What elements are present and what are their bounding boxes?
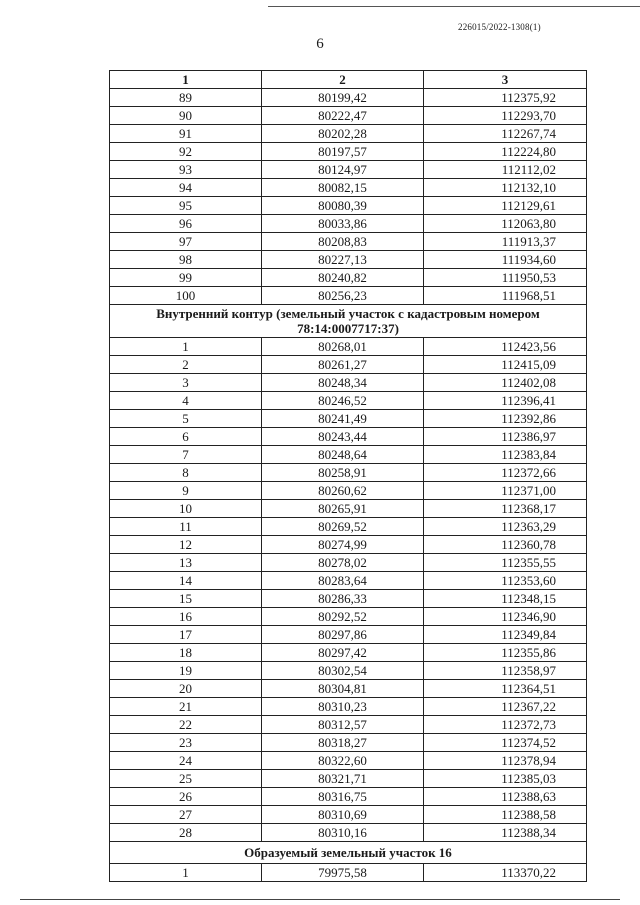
table-row [110,752,587,770]
x-coordinate-cell: 80261,27 [262,356,424,374]
inner-contour-rows [110,338,587,842]
y-coordinate-cell: 112363,29 [424,518,587,536]
table-row [110,356,587,374]
y-coordinate-cell: 112415,09 [424,356,587,374]
x-coordinate-cell: 80268,01 [262,338,424,356]
x-coordinate-cell: 80246,52 [262,392,424,410]
x-coordinate-cell: 80260,62 [262,482,424,500]
point-number-cell: 97 [110,233,262,251]
table-row [110,446,587,464]
point-number-cell: 28 [110,824,262,842]
table-row [110,698,587,716]
point-number-cell: 6 [110,428,262,446]
inner-contour-section [110,305,587,338]
point-number-cell: 99 [110,269,262,287]
y-coordinate-cell: 112129,61 [424,197,587,215]
table-row [110,770,587,788]
point-number-cell: 1 [110,338,262,356]
y-coordinate-cell: 112371,00 [424,482,587,500]
x-coordinate-cell: 80297,42 [262,644,424,662]
x-coordinate-cell: 80080,39 [262,197,424,215]
section-title-new-plot: Образуемый земельный участок 16 [110,842,587,864]
y-coordinate-cell: 112063,80 [424,215,587,233]
y-coordinate-cell: 112348,15 [424,590,587,608]
y-coordinate-cell: 112358,97 [424,662,587,680]
y-coordinate-cell: 112267,74 [424,125,587,143]
point-number-cell: 90 [110,107,262,125]
page-number: 6 [316,36,324,52]
y-coordinate-cell: 112372,73 [424,716,587,734]
table-row [110,410,587,428]
y-coordinate-cell: 112367,22 [424,698,587,716]
point-number-cell: 12 [110,536,262,554]
x-coordinate-cell: 80269,52 [262,518,424,536]
table-row [110,233,587,251]
column-header-3: 3 [424,71,587,89]
table-row [110,179,587,197]
x-coordinate-cell: 80202,28 [262,125,424,143]
y-coordinate-cell: 111968,51 [424,287,587,305]
x-coordinate-cell: 80316,75 [262,788,424,806]
y-coordinate-cell: 112132,10 [424,179,587,197]
y-coordinate-cell: 112364,51 [424,680,587,698]
y-coordinate-cell: 112392,86 [424,410,587,428]
table-row [110,680,587,698]
point-number-cell: 4 [110,392,262,410]
table-row [110,125,587,143]
x-coordinate-cell: 80222,47 [262,107,424,125]
table-row [110,374,587,392]
column-header-1: 1 [110,71,262,89]
coordinates-table [109,70,587,882]
y-coordinate-cell: 112224,80 [424,143,587,161]
x-coordinate-cell: 80227,13 [262,251,424,269]
y-coordinate-cell: 112346,90 [424,608,587,626]
table-row [110,161,587,179]
section-row-new-plot [110,842,587,864]
point-number-cell: 20 [110,680,262,698]
x-coordinate-cell: 79975,58 [262,864,424,882]
y-coordinate-cell: 112374,52 [424,734,587,752]
y-coordinate-cell: 112112,02 [424,161,587,179]
table-row [110,89,587,107]
table-row [110,287,587,305]
top-rule [268,6,640,7]
y-coordinate-cell: 112378,94 [424,752,587,770]
point-number-cell: 19 [110,662,262,680]
new-plot-rows [110,864,587,882]
table-row [110,788,587,806]
x-coordinate-cell: 80258,91 [262,464,424,482]
point-number-cell: 17 [110,626,262,644]
table-row [110,215,587,233]
table-row [110,806,587,824]
x-coordinate-cell: 80286,33 [262,590,424,608]
table-row [110,197,587,215]
x-coordinate-cell: 80248,34 [262,374,424,392]
table-row [110,392,587,410]
x-coordinate-cell: 80265,91 [262,500,424,518]
table-row [110,464,587,482]
x-coordinate-cell: 80297,86 [262,626,424,644]
point-number-cell: 2 [110,356,262,374]
y-coordinate-cell: 112353,60 [424,572,587,590]
x-coordinate-cell: 80283,64 [262,572,424,590]
table-row [110,482,587,500]
coordinates-table-container [109,70,586,882]
x-coordinate-cell: 80278,02 [262,554,424,572]
point-number-cell: 10 [110,500,262,518]
point-number-cell: 100 [110,287,262,305]
x-coordinate-cell: 80124,97 [262,161,424,179]
point-number-cell: 89 [110,89,262,107]
y-coordinate-cell: 112386,97 [424,428,587,446]
x-coordinate-cell: 80312,57 [262,716,424,734]
y-coordinate-cell: 113370,22 [424,864,587,882]
x-coordinate-cell: 80248,64 [262,446,424,464]
document-number: 226015/2022-1308(1) [458,22,541,32]
table-row [110,338,587,356]
y-coordinate-cell: 112402,08 [424,374,587,392]
table-row [110,251,587,269]
x-coordinate-cell: 80310,69 [262,806,424,824]
y-coordinate-cell: 111913,37 [424,233,587,251]
section-row-inner-contour [110,305,587,338]
y-coordinate-cell: 112388,34 [424,824,587,842]
table-row [110,590,587,608]
y-coordinate-cell: 112355,86 [424,644,587,662]
table-row [110,536,587,554]
table-row [110,716,587,734]
y-coordinate-cell: 112388,63 [424,788,587,806]
section-title-inner-contour: Внутренний контур (земельный участок с кадастровым номером 78:14:0007717:37) [110,305,587,338]
y-coordinate-cell: 112375,92 [424,89,587,107]
point-number-cell: 7 [110,446,262,464]
point-number-cell: 96 [110,215,262,233]
x-coordinate-cell: 80304,81 [262,680,424,698]
table-row [110,500,587,518]
table-row [110,662,587,680]
point-number-cell: 25 [110,770,262,788]
table-row [110,143,587,161]
point-number-cell: 27 [110,806,262,824]
y-coordinate-cell: 111934,60 [424,251,587,269]
point-number-cell: 21 [110,698,262,716]
table-row [110,107,587,125]
x-coordinate-cell: 80302,54 [262,662,424,680]
point-number-cell: 3 [110,374,262,392]
point-number-cell: 9 [110,482,262,500]
point-number-cell: 14 [110,572,262,590]
point-number-cell: 91 [110,125,262,143]
y-coordinate-cell: 112396,41 [424,392,587,410]
table-row [110,428,587,446]
point-number-cell: 15 [110,590,262,608]
x-coordinate-cell: 80243,44 [262,428,424,446]
x-coordinate-cell: 80310,16 [262,824,424,842]
table-row [110,269,587,287]
point-number-cell: 13 [110,554,262,572]
x-coordinate-cell: 80197,57 [262,143,424,161]
outer-contour-rows [110,89,587,305]
y-coordinate-cell: 112360,78 [424,536,587,554]
point-number-cell: 93 [110,161,262,179]
y-coordinate-cell: 112372,66 [424,464,587,482]
y-coordinate-cell: 112293,70 [424,107,587,125]
point-number-cell: 1 [110,864,262,882]
y-coordinate-cell: 112349,84 [424,626,587,644]
point-number-cell: 24 [110,752,262,770]
x-coordinate-cell: 80241,49 [262,410,424,428]
point-number-cell: 22 [110,716,262,734]
table-row [110,626,587,644]
table-row [110,554,587,572]
x-coordinate-cell: 80082,15 [262,179,424,197]
table-row [110,518,587,536]
new-plot-section [110,842,587,864]
table-row [110,734,587,752]
point-number-cell: 94 [110,179,262,197]
y-coordinate-cell: 112355,55 [424,554,587,572]
point-number-cell: 16 [110,608,262,626]
point-number-cell: 5 [110,410,262,428]
table-row [110,644,587,662]
point-number-cell: 98 [110,251,262,269]
point-number-cell: 95 [110,197,262,215]
table-row [110,864,587,882]
point-number-cell: 11 [110,518,262,536]
y-coordinate-cell: 112368,17 [424,500,587,518]
y-coordinate-cell: 111950,53 [424,269,587,287]
point-number-cell: 92 [110,143,262,161]
x-coordinate-cell: 80208,83 [262,233,424,251]
point-number-cell: 26 [110,788,262,806]
x-coordinate-cell: 80318,27 [262,734,424,752]
table-row [110,572,587,590]
x-coordinate-cell: 80310,23 [262,698,424,716]
bottom-rule [20,899,620,900]
table-row [110,608,587,626]
x-coordinate-cell: 80256,23 [262,287,424,305]
x-coordinate-cell: 80321,71 [262,770,424,788]
y-coordinate-cell: 112388,58 [424,806,587,824]
column-header-2: 2 [262,71,424,89]
point-number-cell: 8 [110,464,262,482]
x-coordinate-cell: 80292,52 [262,608,424,626]
table-row [110,824,587,842]
y-coordinate-cell: 112383,84 [424,446,587,464]
point-number-cell: 18 [110,644,262,662]
point-number-cell: 23 [110,734,262,752]
x-coordinate-cell: 80199,42 [262,89,424,107]
x-coordinate-cell: 80322,60 [262,752,424,770]
y-coordinate-cell: 112385,03 [424,770,587,788]
x-coordinate-cell: 80274,99 [262,536,424,554]
y-coordinate-cell: 112423,56 [424,338,587,356]
x-coordinate-cell: 80240,82 [262,269,424,287]
table-header-row [110,71,587,89]
x-coordinate-cell: 80033,86 [262,215,424,233]
